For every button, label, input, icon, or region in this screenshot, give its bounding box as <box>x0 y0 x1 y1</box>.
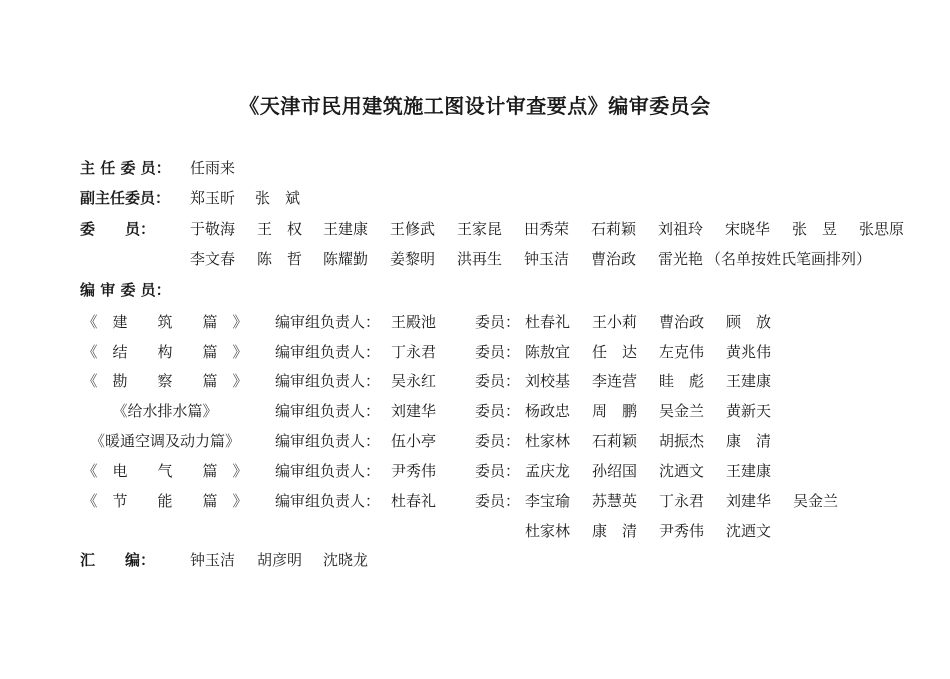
leader-label: 编审组负责人： <box>275 343 381 361</box>
section-member-name: 曹治政 <box>659 313 705 331</box>
compiler-label: 汇 编： <box>80 551 156 569</box>
section-member-name: 丁永君 <box>659 492 705 510</box>
section-member-name: 李宝瑜 <box>525 492 571 510</box>
members-label: 委 员： <box>80 220 156 238</box>
members-note: （名单按姓氏笔画排列） <box>706 250 872 268</box>
leader-name: 王殿池 <box>391 313 437 331</box>
compiler-name: 钟玉洁 <box>190 551 236 569</box>
section-name: 《 节 能 篇 》 <box>82 492 248 510</box>
compiler-name: 沈晓龙 <box>323 551 369 569</box>
member-name: 宋晓华 <box>725 220 771 238</box>
section-member-name: 陈敖宜 <box>525 343 571 361</box>
section-member-name: 康 清 <box>592 522 638 540</box>
member-name: 张 昱 <box>792 220 838 238</box>
section-name: 《给水排水篇》 <box>112 402 218 420</box>
review-committee-label: 编 审 委 员： <box>80 281 171 299</box>
member-label: 委员： <box>475 343 521 361</box>
leader-label: 编审组负责人： <box>275 402 381 420</box>
section-member-name: 苏慧英 <box>592 492 638 510</box>
section-name: 《 结 构 篇 》 <box>82 343 248 361</box>
leader-name: 吴永红 <box>391 372 437 390</box>
section-member-name: 尹秀伟 <box>659 522 705 540</box>
member-name: 雷光艳 <box>658 250 704 268</box>
member-name: 王 权 <box>257 220 303 238</box>
member-name: 刘祖玲 <box>658 220 704 238</box>
section-member-name: 刘校基 <box>525 372 571 390</box>
vice-director-label: 副主任委员： <box>80 189 171 207</box>
member-name: 陈 哲 <box>257 250 303 268</box>
page-title: 《天津市民用建筑施工图设计审查要点》编审委员会 <box>239 94 711 118</box>
section-member-name: 顾 放 <box>726 313 772 331</box>
leader-name: 尹秀伟 <box>391 462 437 480</box>
section-member-name: 周 鹏 <box>592 402 638 420</box>
leader-name: 刘建华 <box>391 402 437 420</box>
section-member-name: 黄兆伟 <box>726 343 772 361</box>
section-member-name: 沈迺文 <box>659 462 705 480</box>
section-member-name: 沈迺文 <box>726 522 772 540</box>
leader-name: 丁永君 <box>391 343 437 361</box>
leader-label: 编审组负责人： <box>275 492 381 510</box>
section-member-name: 杜家林 <box>525 522 571 540</box>
compiler-name: 胡彦明 <box>257 551 303 569</box>
leader-name: 伍小亭 <box>391 432 437 450</box>
leader-label: 编审组负责人： <box>275 313 381 331</box>
section-member-name: 胡振杰 <box>659 432 705 450</box>
member-name: 王修武 <box>390 220 436 238</box>
vice-director-name: 郑玉昕 <box>190 189 236 207</box>
member-label: 委员： <box>475 372 521 390</box>
director-label: 主 任 委 员： <box>80 159 171 177</box>
leader-name: 杜春礼 <box>391 492 437 510</box>
section-member-name: 吴金兰 <box>793 492 839 510</box>
section-name: 《 电 气 篇 》 <box>82 462 248 480</box>
section-member-name: 王小莉 <box>592 313 638 331</box>
leader-label: 编审组负责人： <box>275 372 381 390</box>
director-name: 任雨来 <box>190 159 236 177</box>
section-member-name: 左克伟 <box>659 343 705 361</box>
section-name: 《 勘 察 篇 》 <box>82 372 248 390</box>
section-member-name: 杜家林 <box>525 432 571 450</box>
section-name: 《 建 筑 篇 》 <box>82 313 248 331</box>
member-label: 委员： <box>475 402 521 420</box>
member-name: 石莉颖 <box>591 220 637 238</box>
member-label: 委员： <box>475 462 521 480</box>
member-name: 王家昆 <box>457 220 503 238</box>
member-name: 钟玉洁 <box>524 250 570 268</box>
section-member-name: 孟庆龙 <box>525 462 571 480</box>
member-name: 于敬海 <box>190 220 236 238</box>
section-member-name: 李连营 <box>592 372 638 390</box>
section-member-name: 任 达 <box>592 343 638 361</box>
section-member-name: 黄新天 <box>726 402 772 420</box>
member-name: 姜黎明 <box>390 250 436 268</box>
member-name: 田秀荣 <box>524 220 570 238</box>
section-member-name: 康 清 <box>726 432 772 450</box>
leader-label: 编审组负责人： <box>275 462 381 480</box>
vice-director-name: 张 斌 <box>255 189 301 207</box>
member-name: 张思原 <box>859 220 905 238</box>
section-name: 《暖通空调及动力篇》 <box>89 432 240 450</box>
section-member-name: 杜春礼 <box>525 313 571 331</box>
section-member-name: 杨政忠 <box>525 402 571 420</box>
leader-label: 编审组负责人： <box>275 432 381 450</box>
section-member-name: 眭 彪 <box>659 372 705 390</box>
member-name: 陈耀勤 <box>323 250 369 268</box>
section-member-name: 刘建华 <box>726 492 772 510</box>
section-member-name: 王建康 <box>726 372 772 390</box>
member-name: 王建康 <box>323 220 369 238</box>
section-member-name: 王建康 <box>726 462 772 480</box>
member-label: 委员： <box>475 432 521 450</box>
member-name: 曹治政 <box>591 250 637 268</box>
member-name: 李文春 <box>190 250 236 268</box>
section-member-name: 孙绍国 <box>592 462 638 480</box>
section-member-name: 吴金兰 <box>659 402 705 420</box>
member-name: 洪再生 <box>457 250 503 268</box>
member-label: 委员： <box>475 313 521 331</box>
section-member-name: 石莉颖 <box>592 432 638 450</box>
member-label: 委员： <box>475 492 521 510</box>
